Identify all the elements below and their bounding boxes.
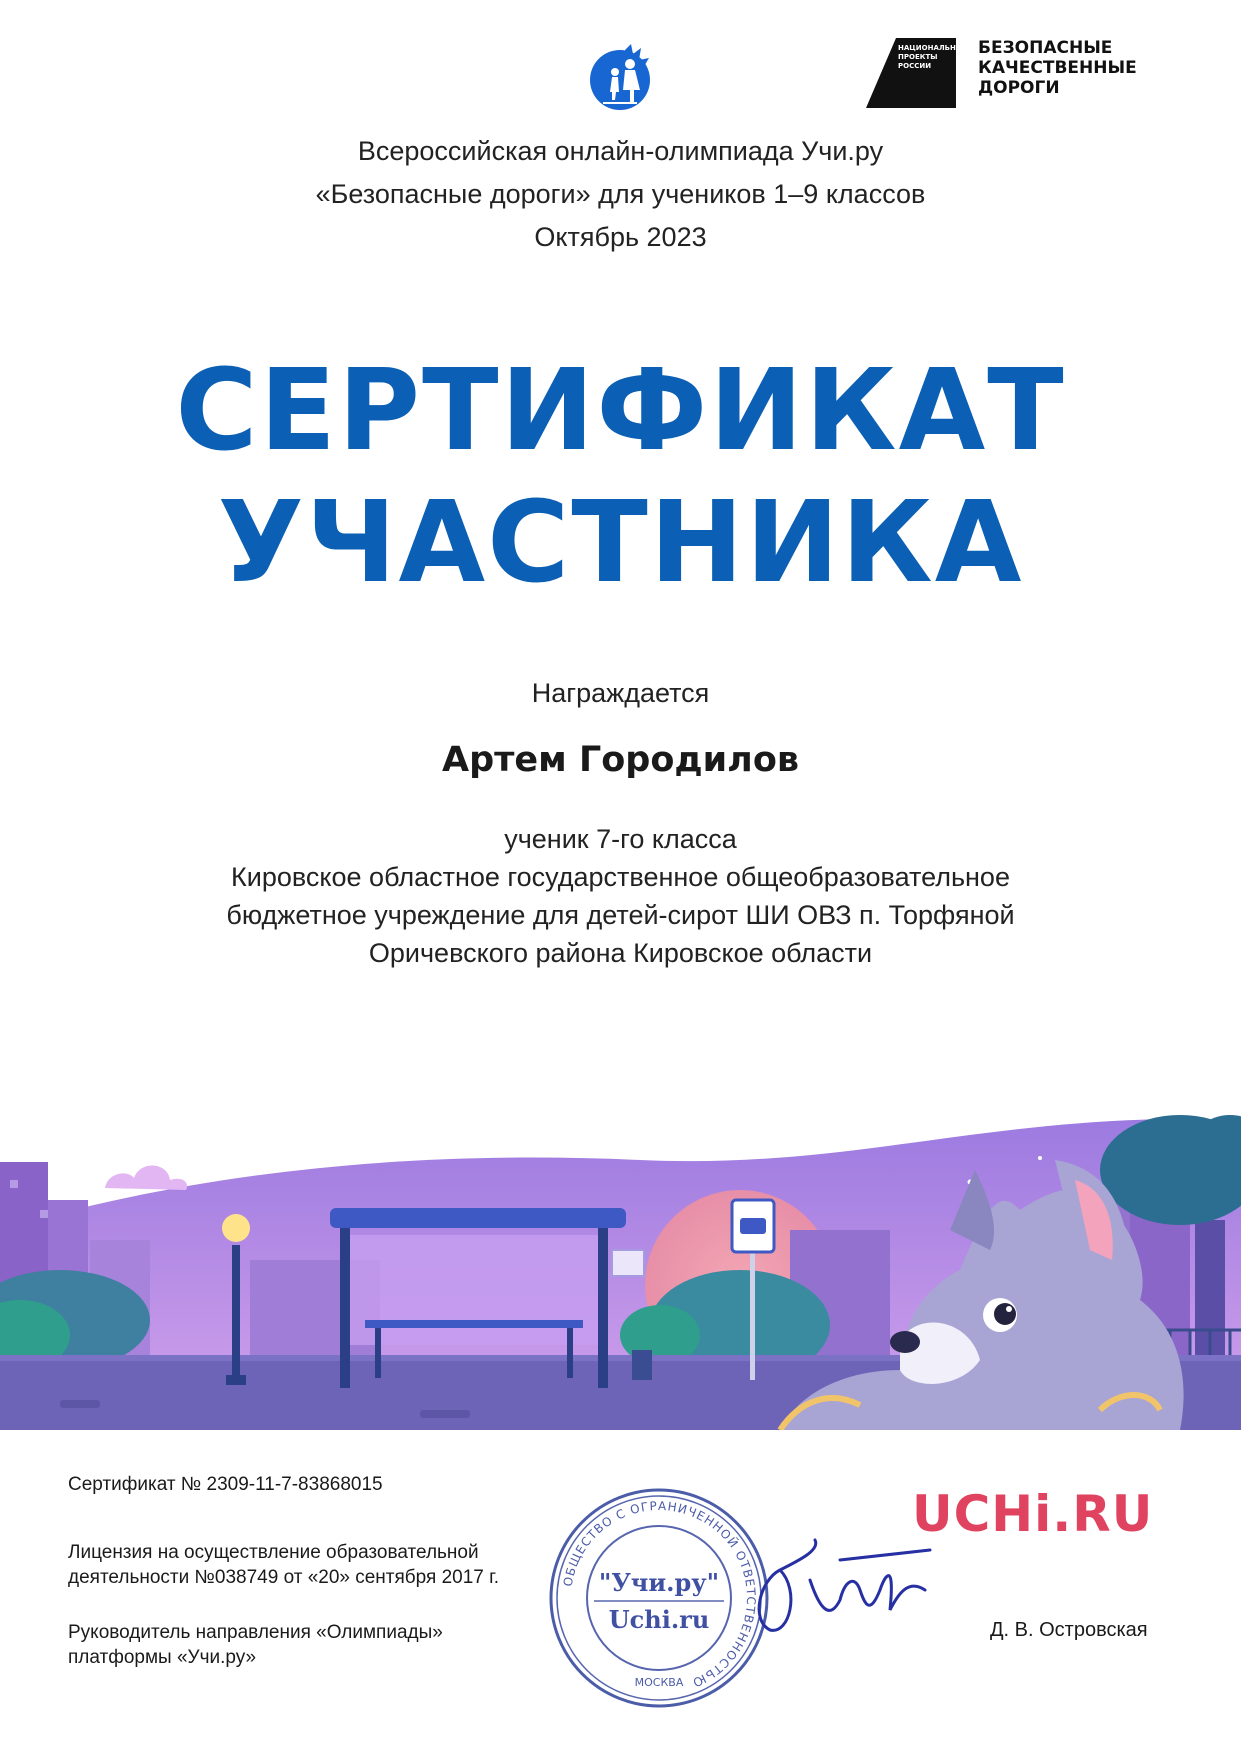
recipient-name: Артем Городилов xyxy=(441,740,800,780)
awarded-label: Награждается xyxy=(531,678,710,708)
olympiad-subtitle xyxy=(0,130,1241,259)
street-lamp xyxy=(232,1245,240,1380)
cloud xyxy=(105,1165,187,1190)
license-line2: деятельности №038749 от «20» сентября 2017 г. xyxy=(68,1567,500,1588)
stamp-center-line2: Uchi.ru xyxy=(608,1605,710,1634)
license-info xyxy=(68,1540,499,1590)
signatory-name: Д. В. Островская xyxy=(990,1619,1148,1641)
recipient-grade: ученик 7-го класса xyxy=(504,824,737,854)
uchi-ru-logo: UCHi.RU xyxy=(912,1485,1154,1543)
recipient-details xyxy=(0,820,1241,972)
license-line1: Лицензия на осуществление образовательной xyxy=(68,1542,479,1563)
stamp-center-line1: "Учи.ру" xyxy=(598,1568,720,1597)
partner-logo xyxy=(866,38,1206,108)
subtitle-date: Октябрь 2023 xyxy=(534,222,707,252)
subtitle-line1: Всероссийская онлайн-олимпиада Учи.ру xyxy=(357,136,884,166)
bus-stop-illustration xyxy=(0,1110,1241,1430)
partner-badge-line3: РОССИИ xyxy=(898,62,932,70)
partner-badge-line1: НАЦИОНАЛЬНЫЕ xyxy=(898,44,968,52)
pedestrians-icon xyxy=(585,42,655,112)
subtitle-line2: «Безопасные дороги» для учеников 1–9 классов xyxy=(315,179,926,209)
title-line2: УЧАСТНИКА xyxy=(217,478,1024,608)
head-line1: Руководитель направления «Олимпиады» xyxy=(68,1622,443,1643)
olympiad-logo xyxy=(585,42,655,112)
title-line1: СЕРТИФИКАТ xyxy=(175,346,1066,476)
handwritten-signature xyxy=(740,1520,940,1660)
certificate-title xyxy=(0,345,1241,609)
stamp-city: МОСКВА xyxy=(634,1676,684,1689)
partner-badge-line2: ПРОЕКТЫ xyxy=(898,53,938,61)
partner-name-line2: КАЧЕСТВЕННЫЕ ДОРОГИ xyxy=(978,58,1137,98)
org-line3: Оричевского района Кировское области xyxy=(368,938,873,968)
signature-icon xyxy=(740,1520,940,1660)
certificate-number: Сертификат № 2309-11-7-83868015 xyxy=(68,1474,383,1495)
signatory-position xyxy=(68,1620,443,1670)
head-line2: платформы «Учи.ру» xyxy=(68,1647,257,1668)
stamp-ring-text: ОБЩЕСТВО С ОГРАНИЧЕННОЙ ОТВЕТСТВЕННОСТЬЮ xyxy=(560,1498,759,1691)
bus-shelter-roof xyxy=(330,1208,626,1228)
org-line2: бюджетное учреждение для детей-сирот ШИ ОВЗ п. Торфяной xyxy=(226,900,1015,930)
org-line1: Кировское областное государственное общеобразовательное xyxy=(231,862,1010,892)
partner-name-line1: БЕЗОПАСНЫЕ xyxy=(978,38,1113,58)
